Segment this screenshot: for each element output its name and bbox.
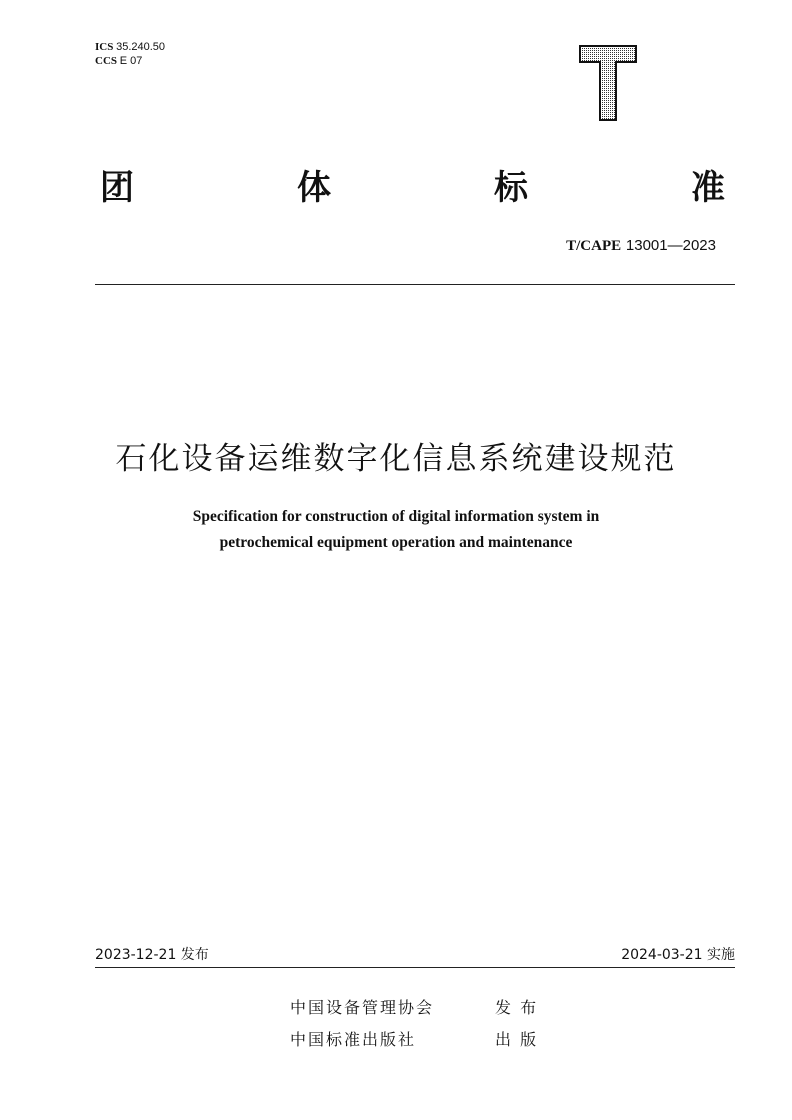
ics-line <box>95 40 165 54</box>
ics-label: ICS <box>95 41 114 53</box>
publisher-org: 中国设备管理协会 <box>290 998 435 1017</box>
header-divider <box>95 284 735 285</box>
title-english-line1: Specification for construction of digital information system in <box>192 508 600 525</box>
publisher-org: 中国标准出版社 <box>290 1030 417 1049</box>
doc-type-char: 标 <box>494 168 528 208</box>
implementation-date: 2024-03-21 实施 <box>621 947 735 963</box>
doc-type-char: 体 <box>297 168 331 208</box>
footer-divider <box>95 967 735 968</box>
title-chinese: 石化设备运维数字化信息系统建设规范 <box>115 441 677 477</box>
logo-letter: T <box>578 44 579 45</box>
publisher-row <box>290 992 538 1024</box>
publisher-block <box>290 992 538 1056</box>
ccs-line <box>95 54 165 68</box>
classification-block <box>95 40 165 68</box>
ccs-code: E 07 <box>119 55 143 67</box>
publisher-role: 出 版 <box>495 1030 539 1049</box>
standard-number-value: 13001—2023 <box>625 237 716 254</box>
ccs-label: CCS <box>95 55 118 67</box>
doc-type-char: 团 <box>100 168 134 208</box>
title-english <box>0 504 792 556</box>
publisher-role: 发 布 <box>495 998 539 1017</box>
document-type <box>100 160 725 209</box>
ics-code: 35.240.50 <box>116 41 166 53</box>
publisher-row <box>290 1024 538 1056</box>
issue-date: 2023-12-21 发布 <box>95 947 209 963</box>
standard-number <box>566 236 716 255</box>
standard-type-logo <box>578 44 638 122</box>
title-english-line2: petrochemical equipment operation and maintenance <box>219 534 573 551</box>
doc-type-char: 准 <box>691 168 725 208</box>
standard-number-prefix: T/CAPE <box>566 238 622 254</box>
